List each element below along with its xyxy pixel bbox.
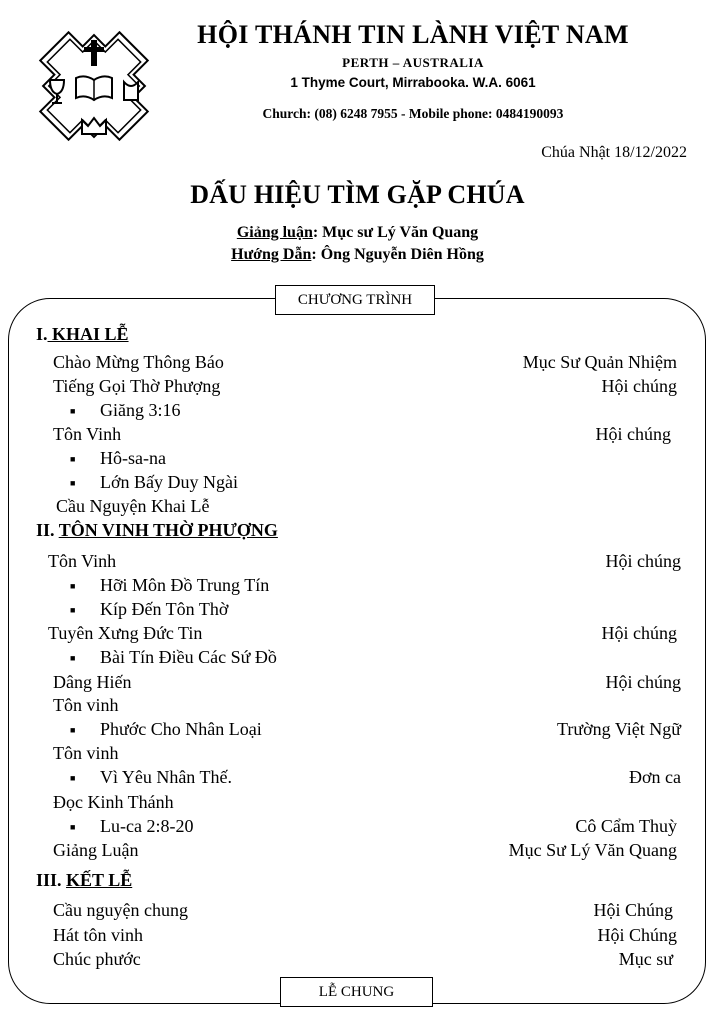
bullet-icon: ■ bbox=[70, 581, 76, 591]
program-item-presenter: Đơn ca bbox=[629, 767, 681, 787]
section-number: III. bbox=[36, 870, 67, 890]
program-item-presenter: Mục Sư Quản Nhiệm bbox=[522, 352, 677, 372]
bullet-icon: ■ bbox=[70, 406, 76, 416]
program-subitem: Bài Tín Điều Các Sứ Đồ bbox=[100, 647, 277, 667]
church-phone: Church: (08) 6248 7955 - Mobile phone: 0484190093 bbox=[262, 106, 564, 121]
program-subitem: Giăng 3:16 bbox=[100, 400, 181, 420]
program-item-presenter: Hội chúng bbox=[605, 672, 681, 692]
bullet-icon: ■ bbox=[70, 725, 76, 735]
program-item-label: Tôn Vinh bbox=[53, 424, 122, 444]
program-item-presenter: Hội Chúng bbox=[597, 925, 677, 945]
leader-value: : Ông Nguyễn Diên Hồng bbox=[311, 246, 484, 263]
program-subitem: Phước Cho Nhân Loại bbox=[100, 719, 262, 739]
program-item-presenter: Mục Sư Lý Văn Quang bbox=[508, 840, 677, 860]
section-heading bbox=[36, 520, 278, 541]
program-item-label: Dâng Hiến bbox=[53, 672, 132, 692]
leader-label: Hướng Dẫn bbox=[231, 246, 312, 263]
bullet-icon: ■ bbox=[70, 454, 76, 464]
section-heading bbox=[36, 324, 129, 345]
church-location: PERTH – AUSTRALIA bbox=[342, 55, 484, 70]
program-subitem: Vì Yêu Nhân Thế. bbox=[100, 767, 232, 787]
program-item-presenter: Hội chúng bbox=[605, 551, 681, 571]
section-number: I. bbox=[36, 324, 48, 344]
program-item-label: Cầu nguyện chung bbox=[53, 900, 188, 920]
program-subitem: Lu-ca 2:8-20 bbox=[100, 816, 194, 836]
sermon-label: Giảng luận bbox=[236, 224, 313, 241]
service-tag: LỄ CHUNG bbox=[280, 977, 433, 1007]
program-item-label: Chào Mừng Thông Báo bbox=[53, 352, 224, 372]
church-name: HỘI THÁNH TIN LÀNH VIỆT NAM bbox=[197, 20, 629, 49]
section-name: KẾT LỄ bbox=[66, 870, 133, 890]
bullet-icon: ■ bbox=[70, 478, 76, 488]
section-name: TÔN VINH THỜ PHƯỢNG bbox=[58, 520, 278, 540]
sermon-value: : Mục sư Lý Văn Quang bbox=[312, 224, 479, 241]
bullet-icon: ■ bbox=[70, 653, 76, 663]
program-item-presenter: Trường Việt Ngữ bbox=[557, 719, 681, 739]
program-subitem: Kíp Đến Tôn Thờ bbox=[100, 599, 229, 619]
program-tag: CHƯƠNG TRÌNH bbox=[275, 285, 435, 315]
program-item-presenter: Cô Cẩm Thuỳ bbox=[575, 816, 677, 836]
program-item-label: Chúc phước bbox=[53, 949, 141, 969]
program-subitem: Hỡi Môn Đồ Trung Tín bbox=[100, 575, 270, 595]
sermon-title: DẤU HIỆU TÌM GẶP CHÚA bbox=[190, 180, 525, 209]
program-item-presenter: Hội Chúng bbox=[593, 900, 673, 920]
leader-credit bbox=[0, 246, 715, 264]
church-address: 1 Thyme Court, Mirrabooka. W.A. 6061 bbox=[290, 75, 536, 90]
section-name: KHAI LỄ bbox=[47, 324, 129, 344]
program-item-label: Tôn vinh bbox=[53, 695, 119, 715]
program-item-label: Tôn vinh bbox=[53, 743, 119, 763]
program-item-label: Tiếng Gọi Thờ Phượng bbox=[53, 376, 221, 396]
program-item-label: Tôn Vinh bbox=[48, 551, 117, 571]
sermon-credit bbox=[0, 224, 715, 242]
program-item-presenter: Hội chúng bbox=[601, 623, 677, 643]
bullet-icon: ■ bbox=[70, 605, 76, 615]
bullet-icon: ■ bbox=[70, 773, 76, 783]
program-item-presenter: Hội chúng bbox=[595, 424, 671, 444]
section-number: II. bbox=[36, 520, 59, 540]
section-heading bbox=[36, 870, 132, 891]
program-item-label: Hát tôn vinh bbox=[53, 925, 143, 945]
program-item-label: Giảng Luận bbox=[53, 840, 139, 860]
program-item-label: Đọc Kinh Thánh bbox=[53, 792, 174, 812]
program-item-label: Cầu Nguyện Khai Lễ bbox=[56, 496, 210, 516]
church-logo bbox=[30, 22, 158, 150]
program-subitem: Lớn Bấy Duy Ngài bbox=[100, 472, 238, 492]
program-subitem: Hô-sa-na bbox=[100, 448, 166, 468]
service-date: Chúa Nhật 18/12/2022 bbox=[541, 144, 687, 161]
program-item-presenter: Mục sư bbox=[618, 949, 673, 969]
program-item-label: Tuyên Xưng Đức Tin bbox=[48, 623, 203, 643]
bullet-icon: ■ bbox=[70, 822, 76, 832]
program-item-presenter: Hội chúng bbox=[601, 376, 677, 396]
